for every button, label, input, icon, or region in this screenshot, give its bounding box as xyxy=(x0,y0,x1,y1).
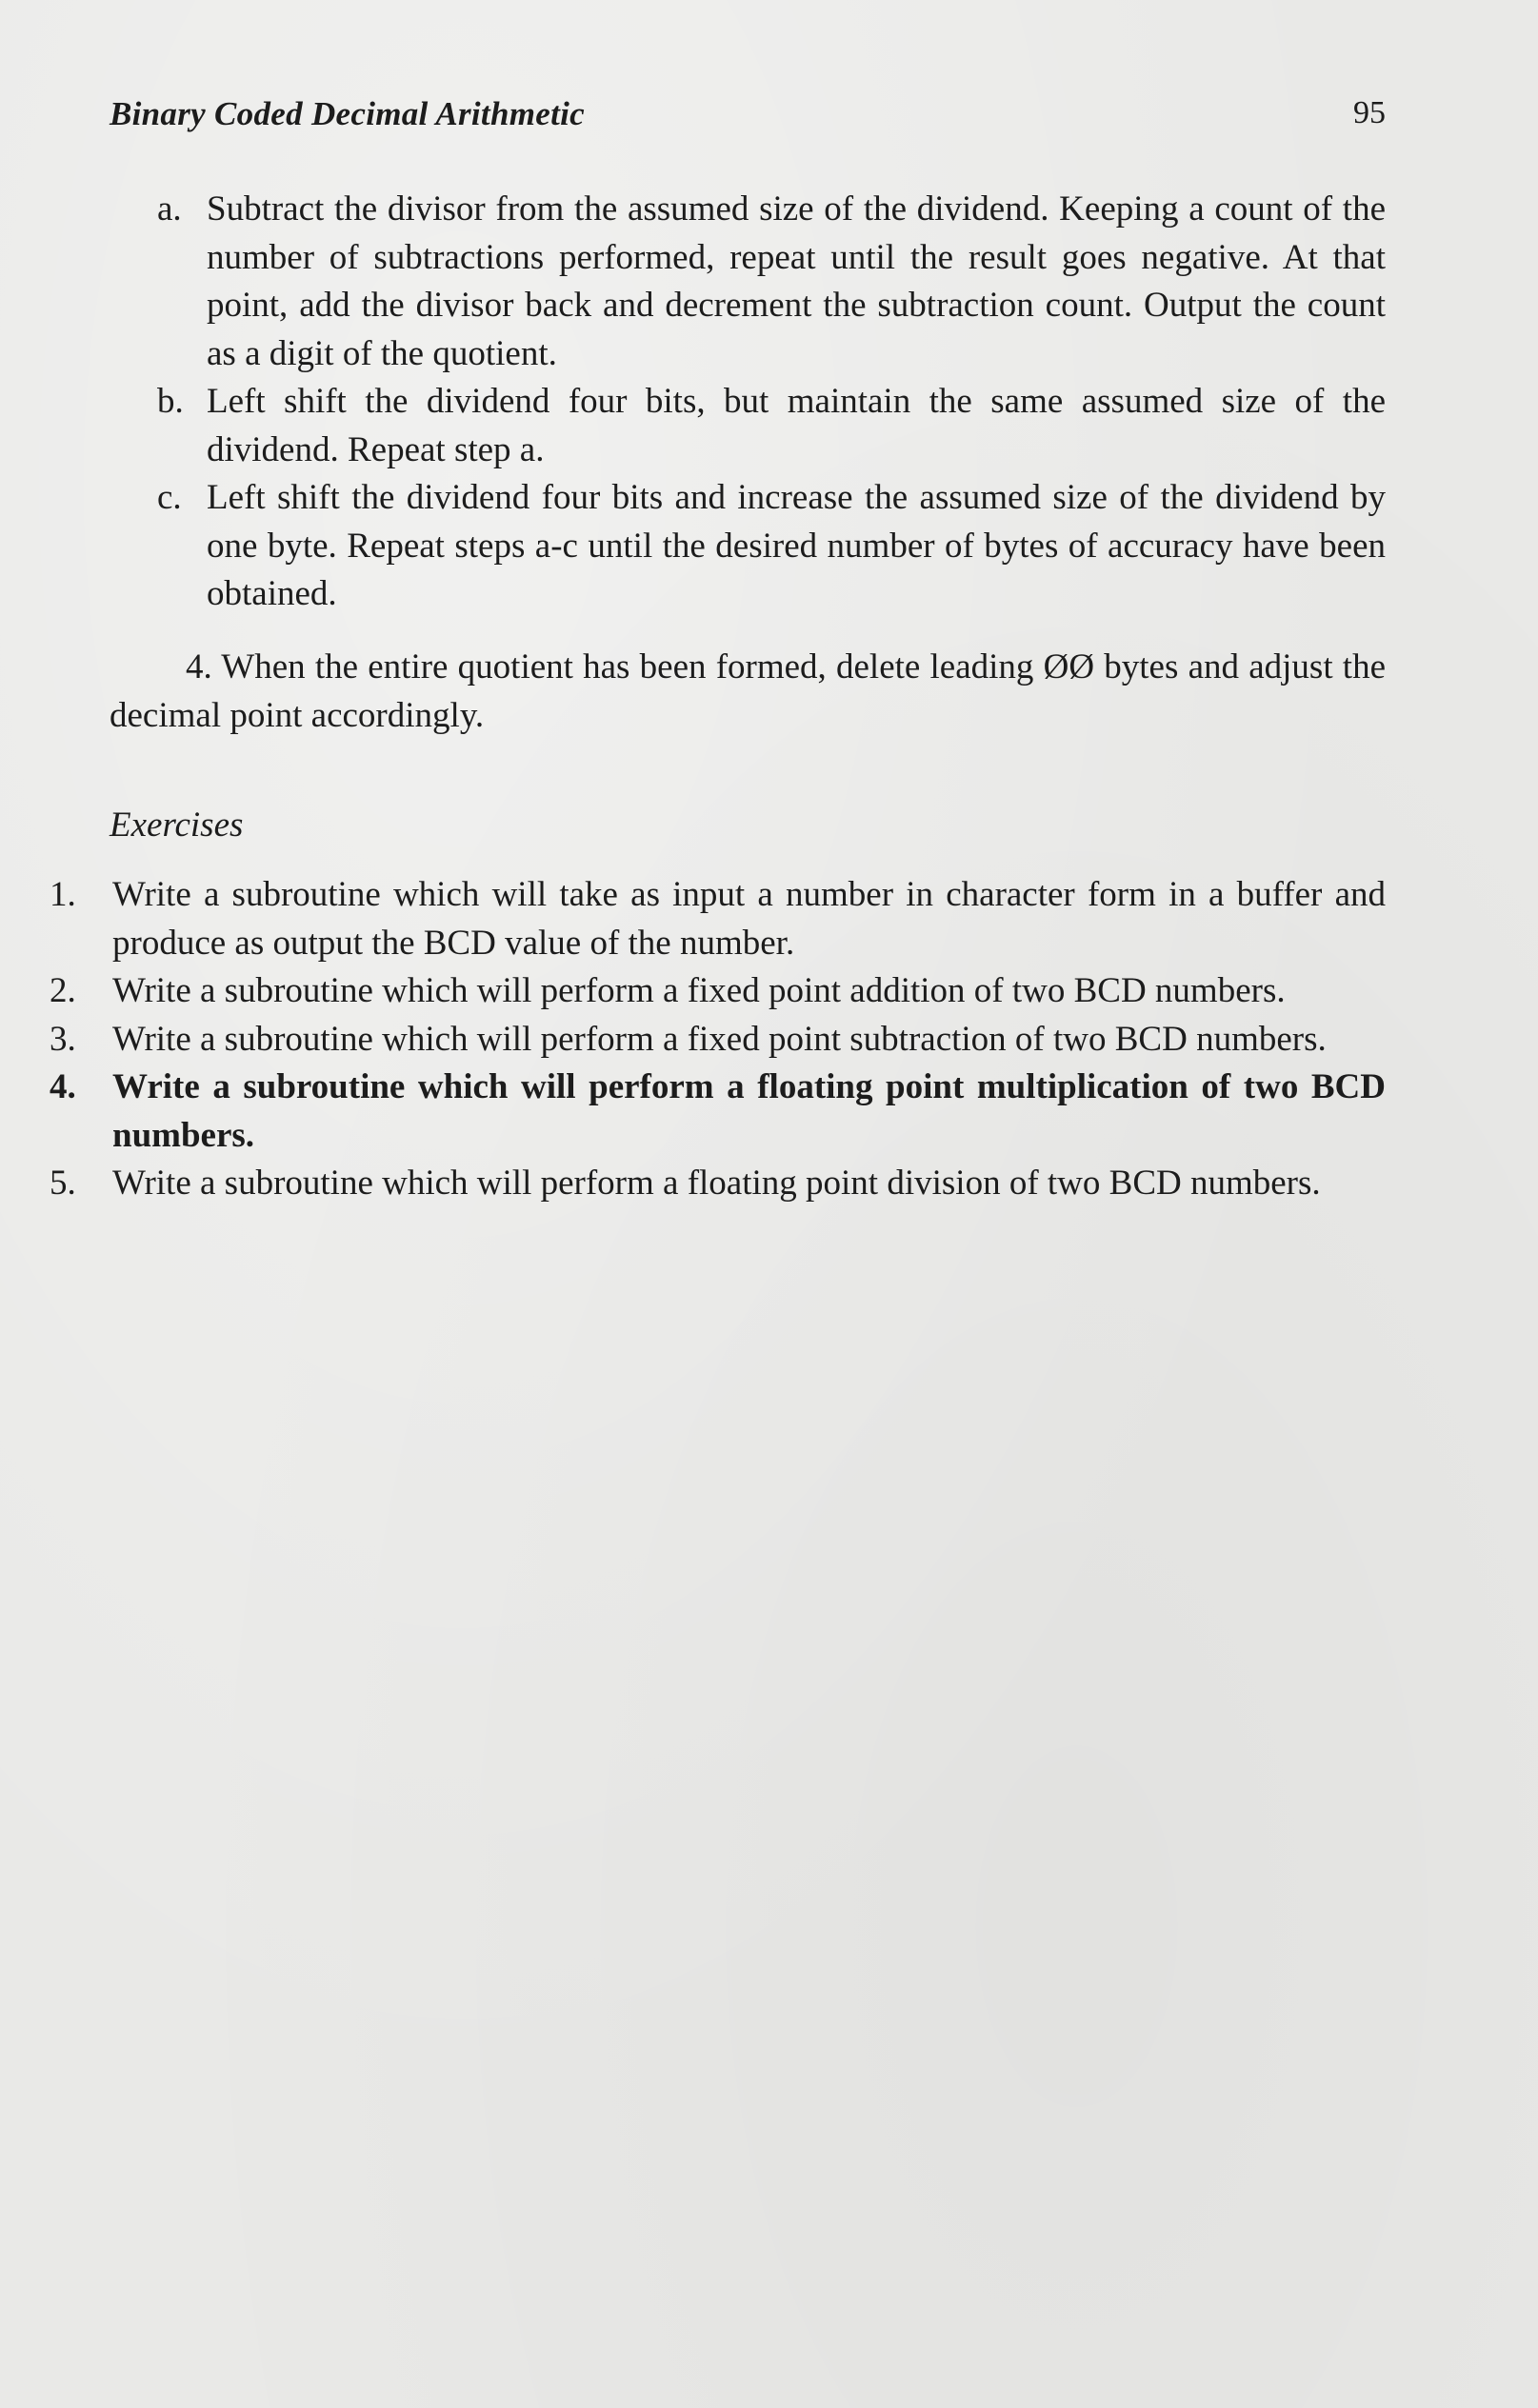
exercise-item xyxy=(50,871,1386,967)
division-steps-list xyxy=(157,186,1386,619)
step-text: Left shift the dividend four bits and increase the assumed size of the dividend by one byte. Repeat steps a-c until the desired number of bytes of accuracy have been obtained. xyxy=(207,478,1386,613)
exercise-number: 1. xyxy=(50,875,76,914)
exercise-number: 5. xyxy=(50,1164,76,1203)
step-4-paragraph: 4. When the entire quotient has been formed, delete leading ØØ bytes and adjust the decimal point accordingly. xyxy=(110,647,1386,735)
exercise-item xyxy=(50,1160,1386,1208)
exercise-item xyxy=(50,967,1386,1016)
page-number: 95 xyxy=(1353,95,1386,130)
exercise-item xyxy=(50,1016,1386,1065)
exercise-number: 2. xyxy=(50,971,76,1010)
exercises-list xyxy=(50,871,1386,1208)
step-letter: a. xyxy=(157,189,182,229)
running-head-title: Binary Coded Decimal Arithmetic xyxy=(110,95,585,132)
exercise-text: Write a subroutine which will perform a fixed point subtraction of two BCD numbers. xyxy=(112,1019,1327,1059)
exercise-number: 3. xyxy=(50,1019,76,1059)
exercise-text: Write a subroutine which will take as input a number in character form in a buffer and produce as output the BCD value of the number. xyxy=(112,875,1386,963)
exercise-text: Write a subroutine which will perform a floating point multiplication of two BCD numbers. xyxy=(112,1067,1386,1155)
exercise-item xyxy=(50,1064,1386,1160)
exercise-text: Write a subroutine which will perform a fixed point addition of two BCD numbers. xyxy=(112,971,1286,1010)
step-letter: b. xyxy=(157,382,184,421)
exercise-text: Write a subroutine which will perform a floating point division of two BCD numbers. xyxy=(112,1164,1321,1203)
step-item-b xyxy=(157,378,1386,474)
step-item-c xyxy=(157,474,1386,619)
step-text: Left shift the dividend four bits, but maintain the same assumed size of the dividend. Repeat step a. xyxy=(207,382,1386,469)
step-item-a xyxy=(157,186,1386,378)
exercises-heading: Exercises xyxy=(110,806,244,845)
step-text: Subtract the divisor from the assumed size of the dividend. Keeping a count of the number of subtractions performed, repeat until the result goes negative. At that point, add the divisor back and decrement the subtraction count. Output the count as a digit of the quotient. xyxy=(207,189,1386,373)
step-letter: c. xyxy=(157,478,182,517)
exercise-number: 4. xyxy=(50,1067,76,1106)
